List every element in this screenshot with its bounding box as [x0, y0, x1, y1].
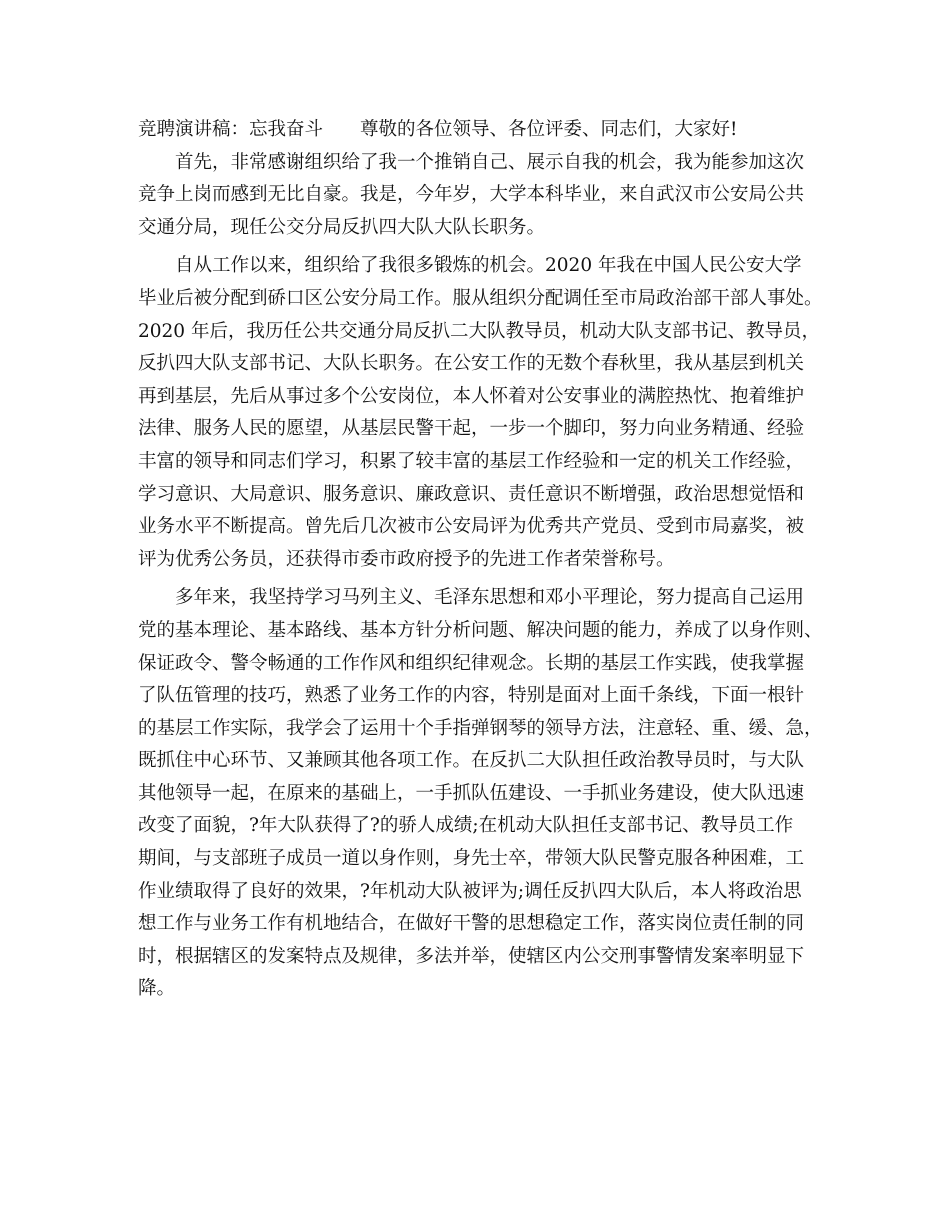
paragraph-line: 自从工作以来，组织给了我很多锻炼的机会。2020 年我在中国人民公安大学	[175, 255, 802, 277]
paragraph-line: 党的基本理论、基本路线、基本方针分析问题、解决问题的能力，养成了以身作则、	[138, 619, 823, 641]
paragraph-line: 了队伍管理的技巧，熟悉了业务工作的内容，特别是面对上面千条线，下面一根针	[138, 685, 805, 707]
paragraph-3	[138, 582, 823, 1006]
paragraph-line: 学习意识、大局意识、服务意识、廉政意识、责任意识不断增强，政治思想觉悟和	[138, 483, 805, 505]
paragraph-line: 竞争上岗而感到无比自豪。我是，今年岁，大学本科毕业，来自武汉市公安局公共	[138, 184, 805, 206]
paragraph-line: 时，根据辖区的发案特点及规律，多法并举，使辖区内公交刑事警情发案率明显下	[138, 945, 805, 967]
paragraph-line: 反扒四大队支部书记、大队长职务。在公安工作的无数个春秋里，我从基层到机关	[138, 353, 805, 375]
paragraph-line: 其他领导一起，在原来的基础上，一手抓队伍建设、一手抓业务建设，使大队迅速	[138, 782, 805, 804]
document-body	[138, 114, 823, 1006]
paragraph-line: 保证政令、警令畅通的工作作风和组织纪律观念。长期的基层工作实践，使我掌握	[138, 652, 805, 674]
paragraph-line: 多年来，我坚持学习马列主义、毛泽东思想和邓小平理论，努力提高自己运用	[175, 587, 805, 609]
paragraph-line: 的基层工作实际，我学会了运用十个手指弹钢琴的领导方法，注意轻、重、缓、急，	[138, 717, 823, 739]
paragraph-line: 既抓住中心环节、又兼顾其他各项工作。在反扒二大队担任政治教导员时，与大队	[138, 750, 805, 772]
paragraph-line: 丰富的领导和同志们学习，积累了较丰富的基层工作经验和一定的机关工作经验，	[138, 450, 805, 472]
paragraph-line: 业务水平不断提高。曾先后几次被市公安局评为优秀共产党员、受到市局嘉奖，被	[138, 516, 805, 538]
paragraph-line: 改变了面貌，?年大队获得了?的骄人成绩;在机动大队担任支部书记、教导员工作	[138, 815, 794, 837]
paragraph-line: 作业绩取得了良好的效果，?年机动大队被评为;调任反扒四大队后，本人将政治思	[138, 880, 802, 902]
paragraph-line: 想工作与业务工作有机地结合，在做好干警的思想稳定工作，落实岗位责任制的同	[138, 913, 805, 935]
paragraph-line: 期间，与支部班子成员一道以身作则，身先士卒，带领大队民警克服各种困难，工	[138, 848, 805, 870]
paragraph-line: 首先，非常感谢组织给了我一个推销自己、展示自我的机会，我为能参加这次	[175, 151, 805, 173]
paragraph-line: 降。	[138, 978, 176, 1000]
paragraph-2	[138, 250, 823, 576]
paragraph-line: 2020 年后，我历任公共交通分局反扒二大队教导员，机动大队支部书记、教导员，	[138, 320, 820, 342]
paragraph-line: 评为优秀公务员，还获得市委市政府授予的先进工作者荣誉称号。	[138, 548, 675, 570]
paragraph-line: 法律、服务人民的愿望，从基层民警干起，一步一个脚印，努力向业务精通、经验	[138, 418, 805, 440]
paragraph-line: 再到基层，先后从事过多个公安岗位，本人怀着对公安事业的满腔热忱、抱着维护	[138, 385, 805, 407]
paragraph-1	[138, 147, 818, 245]
paragraph-line: 毕业后被分配到硚口区公安分局工作。服从组织分配调任至市局政治部干部人事处。	[138, 287, 823, 309]
document-title-line: 竞聘演讲稿：忘我奋斗 尊敬的各位领导、各位评委、同志们，大家好!	[138, 119, 738, 140]
paragraph-line: 交通分局，现任公交分局反扒四大队大队长职务。	[138, 216, 546, 238]
